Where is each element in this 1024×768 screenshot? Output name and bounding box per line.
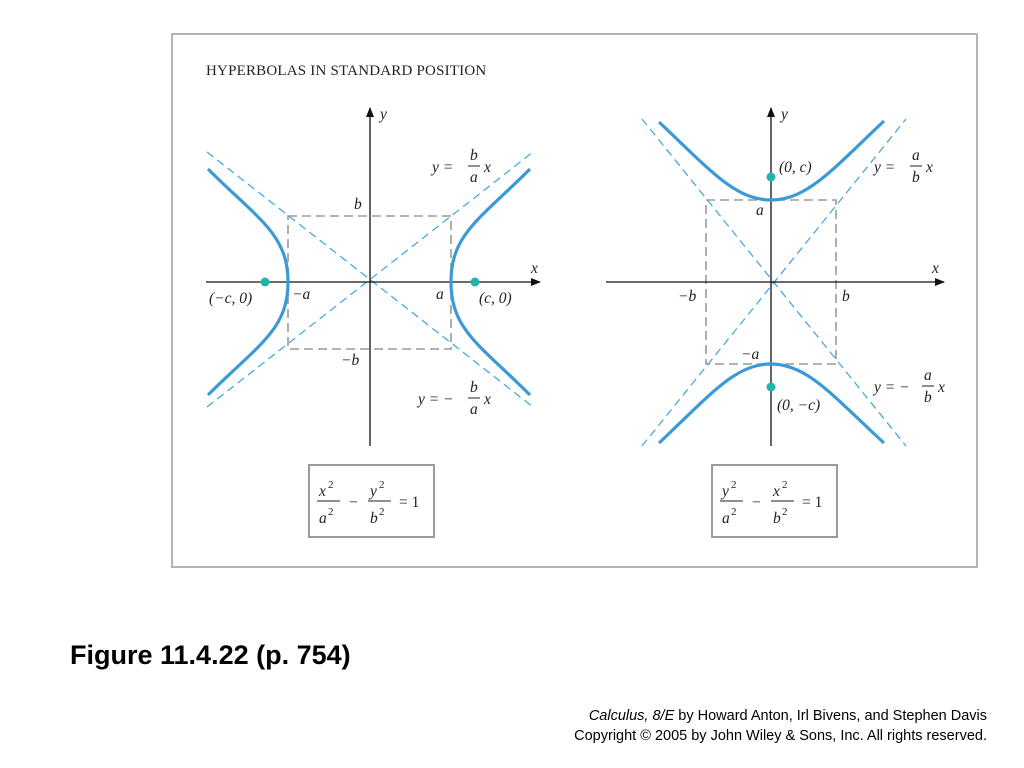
figure-caption: Figure 11.4.22 (p. 754) — [70, 640, 351, 670]
book-title: Calculus, 8/E — [588, 708, 675, 724]
right-tick-neg-a: −a — [741, 346, 760, 363]
right-focus-label-top: (0, c) — [779, 159, 812, 176]
right-axis-y-label: y — [781, 106, 788, 123]
right-hyperbola-panel — [606, 106, 945, 537]
right-focus-label-bottom: (0, −c) — [777, 397, 821, 414]
right-asym-neg-var: x — [938, 379, 945, 396]
figure-title: HYPERBOLAS IN STANDARD POSITION — [206, 63, 487, 79]
left-eq-term2-den: b — [370, 510, 378, 527]
right-asym-pos-num: a — [912, 147, 920, 164]
left-hyperbola-panel — [206, 106, 540, 537]
left-asym-neg-lhs: y = − — [418, 391, 454, 408]
left-asym-neg-var: x — [484, 391, 491, 408]
right-eq-term2-num-exp: 2 — [782, 479, 788, 491]
left-asymptote-pos-label — [430, 147, 491, 186]
left-asym-pos-lhs: y = — [432, 159, 454, 176]
right-equation-box — [712, 465, 837, 537]
right-tick-b: b — [842, 288, 850, 305]
left-asym-neg-num: b — [470, 379, 478, 396]
right-asym-pos-den: b — [912, 169, 920, 186]
copyright-line: Copyright © 2005 by John Wiley & Sons, Inc. All rights reserved. — [574, 728, 987, 744]
left-asym-pos-var: x — [484, 159, 491, 176]
left-tick-neg-b: −b — [341, 352, 360, 369]
right-eq-term1-den: a — [722, 510, 730, 527]
right-asymptote-neg-label — [872, 367, 945, 406]
right-focus-point-bottom — [767, 383, 776, 392]
right-eq-term2-num: x — [773, 483, 780, 500]
left-eq-minus: − — [349, 494, 358, 511]
left-asym-pos-den: a — [470, 169, 478, 186]
left-asymptote-neg-label — [416, 379, 491, 418]
right-asym-pos-lhs: y = — [874, 159, 896, 176]
left-tick-a: a — [436, 286, 444, 303]
right-axis-x-label: x — [932, 260, 939, 277]
right-tick-neg-b: −b — [678, 288, 697, 305]
right-asymptote-pos-label — [872, 147, 933, 186]
left-eq-term1-den: a — [319, 510, 327, 527]
right-tick-a: a — [756, 202, 764, 219]
left-eq-term2-num: y — [370, 483, 377, 500]
right-eq-term1-den-exp: 2 — [731, 506, 737, 518]
left-focus-point-right — [471, 278, 480, 287]
left-eq-term2-den-exp: 2 — [379, 506, 385, 518]
left-eq-term2-num-exp: 2 — [379, 479, 385, 491]
left-equation-box — [309, 465, 434, 537]
left-focus-label-left: (−c, 0) — [209, 290, 253, 307]
right-eq-term2-den: b — [773, 510, 781, 527]
right-eq-term2-den-exp: 2 — [782, 506, 788, 518]
right-eq-rhs: = 1 — [802, 494, 823, 511]
credit-line-1 — [574, 706, 987, 726]
left-focus-label-right: (c, 0) — [479, 290, 512, 307]
right-asym-neg-lhs: y = − — [874, 379, 910, 396]
left-eq-rhs: = 1 — [399, 494, 420, 511]
left-tick-neg-a: −a — [292, 286, 311, 303]
right-asym-neg-den: b — [924, 389, 932, 406]
left-asym-neg-den: a — [470, 401, 478, 418]
left-tick-b: b — [354, 196, 362, 213]
left-eq-term1-num-exp: 2 — [328, 479, 334, 491]
right-focus-point-top — [767, 173, 776, 182]
left-focus-point-left — [261, 278, 270, 287]
left-eq-term1-num: x — [319, 483, 326, 500]
left-asym-pos-num: b — [470, 147, 478, 164]
book-authors: by Howard Anton, Irl Bivens, and Stephen Davis — [674, 708, 987, 724]
credit-block — [574, 706, 987, 746]
right-eq-minus: − — [752, 494, 761, 511]
left-axis-x-label: x — [531, 260, 538, 277]
right-asym-neg-num: a — [924, 367, 932, 384]
left-axis-y-label: y — [380, 106, 387, 123]
right-asym-pos-var: x — [926, 159, 933, 176]
right-eq-term1-num: y — [722, 483, 729, 500]
right-eq-term1-num-exp: 2 — [731, 479, 737, 491]
left-eq-term1-den-exp: 2 — [328, 506, 334, 518]
